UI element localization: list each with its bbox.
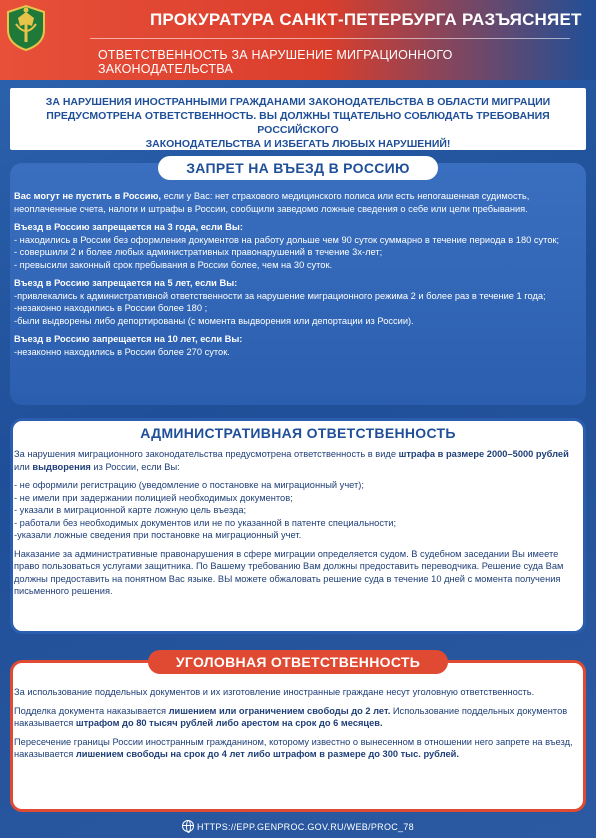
website-link[interactable]: HTTPS://EPP.GENPROC.GOV.RU/WEB/PROC_78	[197, 822, 414, 832]
text-fragment: Использование поддельных документов наказывается	[14, 705, 568, 728]
ban-5-years	[14, 277, 580, 327]
entry-ban-lead-rest: если у Вас: нет страхового медицинского полиса или есть непогашенная судимость, неоплаченные счета, налоги и штрафы в России, сообщили заведомо ложные сведения о себе или цели пребывания.	[14, 191, 530, 214]
court-info: Наказание за административные правонарушения в сфере миграции определяется судом. В судебном заседании Вы имеете право пользоваться услугами защитника. По Вашему требованию Вам должны предоставить переводчика. Решение суда Вам должны предоставить на понятном Вас языке. ВЫ можете обжаловать решение суда в течение 10 дней с момента получения письменного решения.	[14, 548, 564, 596]
list-item: -незаконно находились в России более 270 суток.	[14, 346, 230, 357]
penalty: лишением свободы на срок до 4 лет либо штрафом в размере до 300 тыс. рублей.	[75, 749, 459, 759]
prosecutor-emblem-icon	[4, 4, 48, 52]
administrative-title: АДМИНИСТРАТИВНАЯ ОТВЕТСТВЕННОСТЬ	[132, 421, 464, 445]
list-item: -указали ложные сведения при постановке на миграционный учет.	[14, 530, 302, 540]
text-fragment: из России, если Вы:	[90, 461, 180, 472]
list-item: -были выдворены либо депортированы (с момента выдворения или депортации из России).	[14, 315, 414, 326]
administrative-text	[14, 448, 580, 604]
list-item: - работали без необходимых документов или не по указанной в патенте специальности;	[14, 517, 397, 528]
fine-amount: штрафа в размере 2000–5000 рублей	[398, 449, 569, 459]
footer	[0, 816, 596, 838]
list-item: - совершили 2 и более любых административных правонарушений в течение 3х-лет;	[14, 247, 383, 257]
list-item: -привлекались к административной ответственности за нарушение миграционного режима 2 и более раз в течение 1 года;	[14, 290, 546, 301]
text-fragment: или	[14, 461, 33, 472]
deportation: выдворения	[32, 461, 91, 472]
entry-ban-lead	[14, 190, 580, 215]
text-fragment: За нарушения миграционного законодательства предусмотрена ответственность в виде	[14, 449, 399, 459]
divider	[90, 38, 570, 39]
penalty: лишением или ограничением свободы до 2 лет.	[168, 705, 391, 716]
intro-line: ПРЕДУСМОТРЕНА ОТВЕТСТВЕННОСТЬ. ВЫ ДОЛЖНЫ ТЩАТЕЛЬНО СОБЛЮДАТЬ ТРЕБОВАНИЯ РОССИЙСКОГО	[46, 110, 550, 136]
intro-notice	[10, 88, 586, 150]
list-item: - не имели при задержании полицией необходимых документов;	[14, 492, 293, 503]
text-fragment: Пересечение границы России иностранным гражданином, которому известно о вынесенном в отношении него запрете на въезд, наказывается	[14, 736, 573, 759]
intro-line: ЗА НАРУШЕНИЯ ИНОСТРАННЫМИ ГРАЖДАНАМИ ЗАКОНОДАТЕЛЬСТВА В ОБЛАСТИ МИГРАЦИИ	[45, 96, 551, 108]
administrative-lead	[14, 448, 580, 473]
intro-line: ЗАКОНОДАТЕЛЬСТВА И ИЗБЕГАТЬ ЛЮБЫХ НАРУШЕНИЙ!	[145, 138, 451, 150]
list-item: - не оформили регистрацию (уведомление о постановке на миграционный учет);	[14, 480, 364, 490]
criminal-title: УГОЛОВНАЯ ОТВЕТСТВЕННОСТЬ	[148, 650, 448, 674]
ban-10-years	[14, 333, 580, 358]
entry-ban-text	[14, 190, 580, 364]
administrative-list	[14, 479, 580, 542]
globe-icon	[182, 820, 194, 832]
list-item: - находились в России без оформления документов на работу дольше чем 90 суток суммарно в течение периода в 180 суток;	[14, 234, 560, 245]
list-item: - превысили законный срок пребывания в России более, чем на 30 суток.	[14, 259, 333, 270]
page-title: ПРОКУРАТУРА САНКТ-ПЕТЕРБУРГА РАЗЪЯСНЯЕТ	[150, 10, 582, 29]
ban-10-years-heading: Въезд в Россию запрещается на 10 лет, если Вы:	[14, 334, 243, 344]
entry-ban-lead-bold: Вас могут не пустить в Россию,	[14, 191, 161, 201]
ban-3-years	[14, 221, 580, 271]
list-item: -незаконно находились в России более 180 ;	[14, 303, 208, 313]
penalty: штрафом до 80 тысяч рублей либо арестом на срок до 6 месяцев.	[75, 718, 383, 728]
criminal-p1: За использование поддельных документов и их изготовление иностранные граждане несут уголовную ответственность.	[14, 687, 535, 697]
entry-ban-title: ЗАПРЕТ НА ВЪЕЗД В РОССИЮ	[158, 156, 438, 180]
text-fragment: Подделка документа наказывается	[14, 705, 169, 716]
criminal-text	[14, 686, 580, 767]
ban-5-years-heading: Въезд в Россию запрещается на 5 лет, если Вы:	[14, 278, 238, 288]
page-subtitle: ОТВЕТСТВЕННОСТЬ ЗА НАРУШЕНИЕ МИГРАЦИОННОГО ЗАКОНОДАТЕЛЬСТВА	[98, 48, 453, 76]
criminal-p2	[14, 705, 580, 730]
criminal-p3	[14, 736, 580, 761]
ban-3-years-heading: Въезд в Россию запрещается на 3 года, если Вы:	[14, 222, 243, 232]
list-item: - указали в миграционной карте ложную цель въезда;	[14, 505, 247, 515]
